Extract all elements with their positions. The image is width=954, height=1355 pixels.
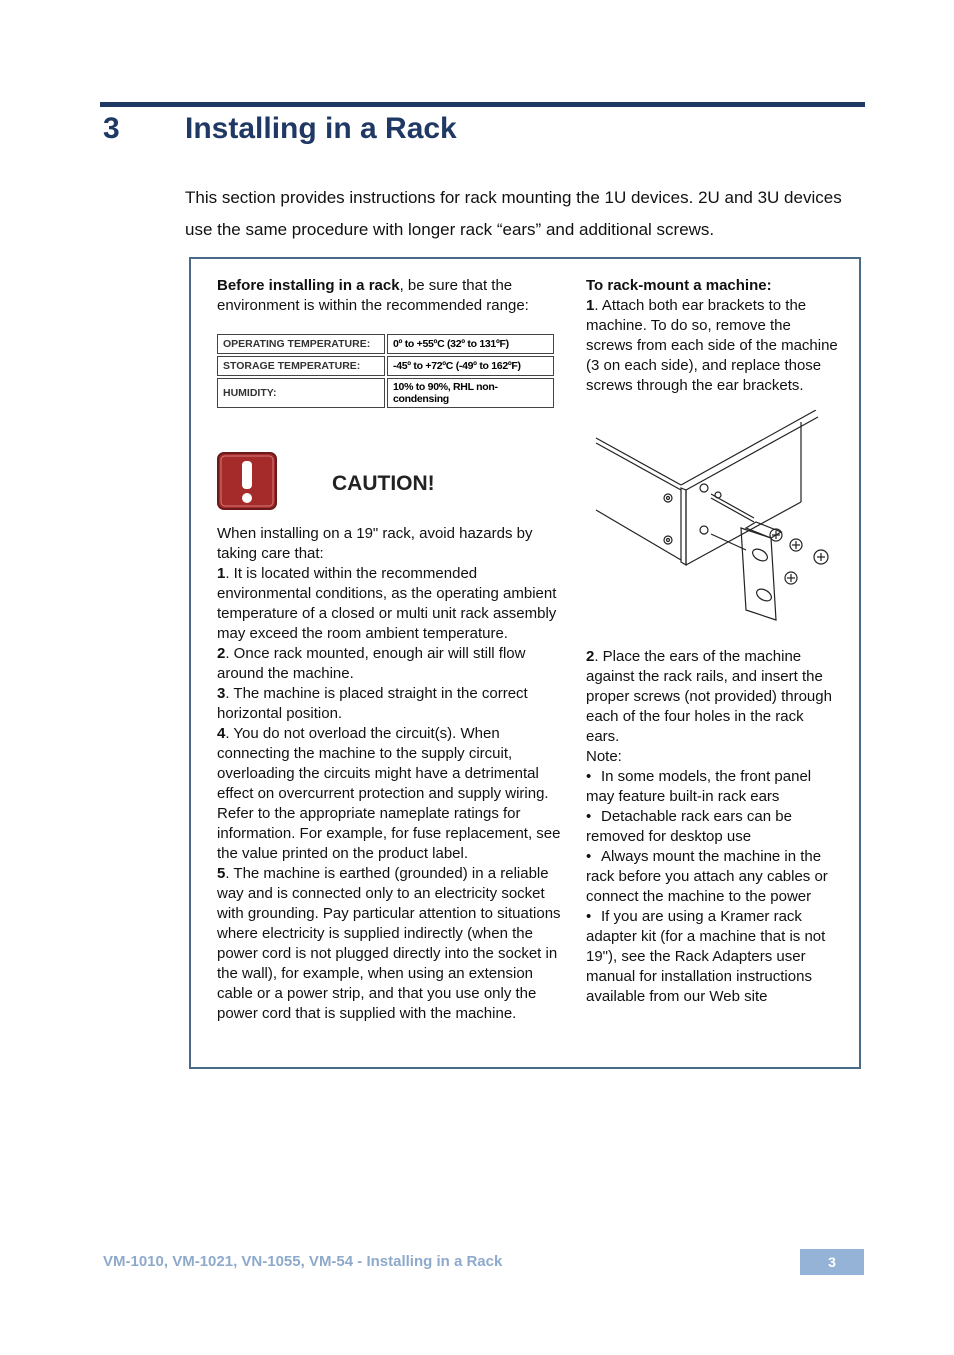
caution-item: 3. The machine is placed straight in the correct horizontal position. [217, 685, 528, 722]
env-value: 10% to 90%, RHL non-condensing [387, 378, 554, 408]
section-number: 3 [103, 112, 120, 145]
caution-exclamation-icon [217, 452, 277, 510]
env-value: -45º to +72ºC (-49º to 162ºF) [387, 356, 554, 376]
right-column [586, 276, 841, 1007]
intro-paragraph: This section provides instructions for rack mounting the 1U devices. 2U and 3U devices use the same procedure with longer rack “ears” and additional screws. [185, 188, 842, 239]
env-value: 0º to +55ºC (32º to 131ºF) [387, 334, 554, 354]
section-title: Installing in a Rack [185, 112, 457, 145]
caution-item: 4. You do not overload the circuit(s). When connecting the machine to the supply circuit, overloading the circuits might have a detrimental effect on overcurrent protection and supply wiring. Refer to the appropriate nameplate ratings for information. For example, for fuse replacement, see the value printed on the product label. [217, 725, 561, 862]
caution-item: 5. The machine is earthed (grounded) in a reliable way and is connected only to an electricity socket with grounding. Pay particular attention to situations where electricity is supplied indirectly (when the power cord is not plugged directly into the socket in the wall), for example, when using an extension cable or a power strip, and that you use only the power cord that is supplied with the machine. [217, 865, 561, 1022]
env-label: STORAGE TEMPERATURE: [217, 356, 385, 376]
rack-ear-illustration [586, 410, 841, 635]
note-item: • In some models, the front panel may feature built-in rack ears [586, 767, 841, 807]
table-row [217, 334, 554, 354]
step-1: 1. Attach both ear brackets to the machine. To do so, remove the screws from each side of the machine (3 on each side), and replace those screws through the ear brackets. [586, 297, 838, 394]
note-item: • Always mount the machine in the rack before you attach any cables or connect the machine to the power [586, 847, 841, 907]
note-label: Note: [586, 748, 622, 765]
page-number-badge: 3 [800, 1249, 864, 1275]
before-installing-text: Before installing in a rack, be sure that the environment is within the recommended range: [217, 277, 529, 314]
rack-mount-heading: To rack-mount a machine: [586, 277, 772, 294]
env-label: OPERATING TEMPERATURE: [217, 334, 385, 354]
footer-title: VM-1010, VM-1021, VN-1055, VM-54 - Installing in a Rack [103, 1253, 503, 1270]
caution-item: 2. Once rack mounted, enough air will still flow around the machine. [217, 645, 526, 682]
env-label: HUMIDITY: [217, 378, 385, 408]
environment-table [215, 332, 556, 410]
caution-label: CAUTION! [332, 472, 435, 495]
step-2: 2. Place the ears of the machine against the rack rails, and insert the proper screws (not provided) through each of the four holes in the rack ears. [586, 648, 832, 745]
table-row [217, 378, 554, 408]
left-column [217, 276, 572, 1024]
top-rule [100, 102, 865, 107]
caution-header [217, 452, 572, 524]
note-item: • Detachable rack ears can be removed for desktop use [586, 807, 841, 847]
table-row [217, 356, 554, 376]
caution-intro: When installing on a 19" rack, avoid hazards by taking care that: [217, 525, 533, 562]
caution-item: 1. It is located within the recommended environmental conditions, as the operating ambient temperature of a closed or multi unit rack assembly may exceed the room ambient temperature. [217, 565, 557, 642]
note-item: • If you are using a Kramer rack adapter kit (for a machine that is not 19"), see the Rack Adapters user manual for installation instructions available from our Web site [586, 907, 841, 1007]
